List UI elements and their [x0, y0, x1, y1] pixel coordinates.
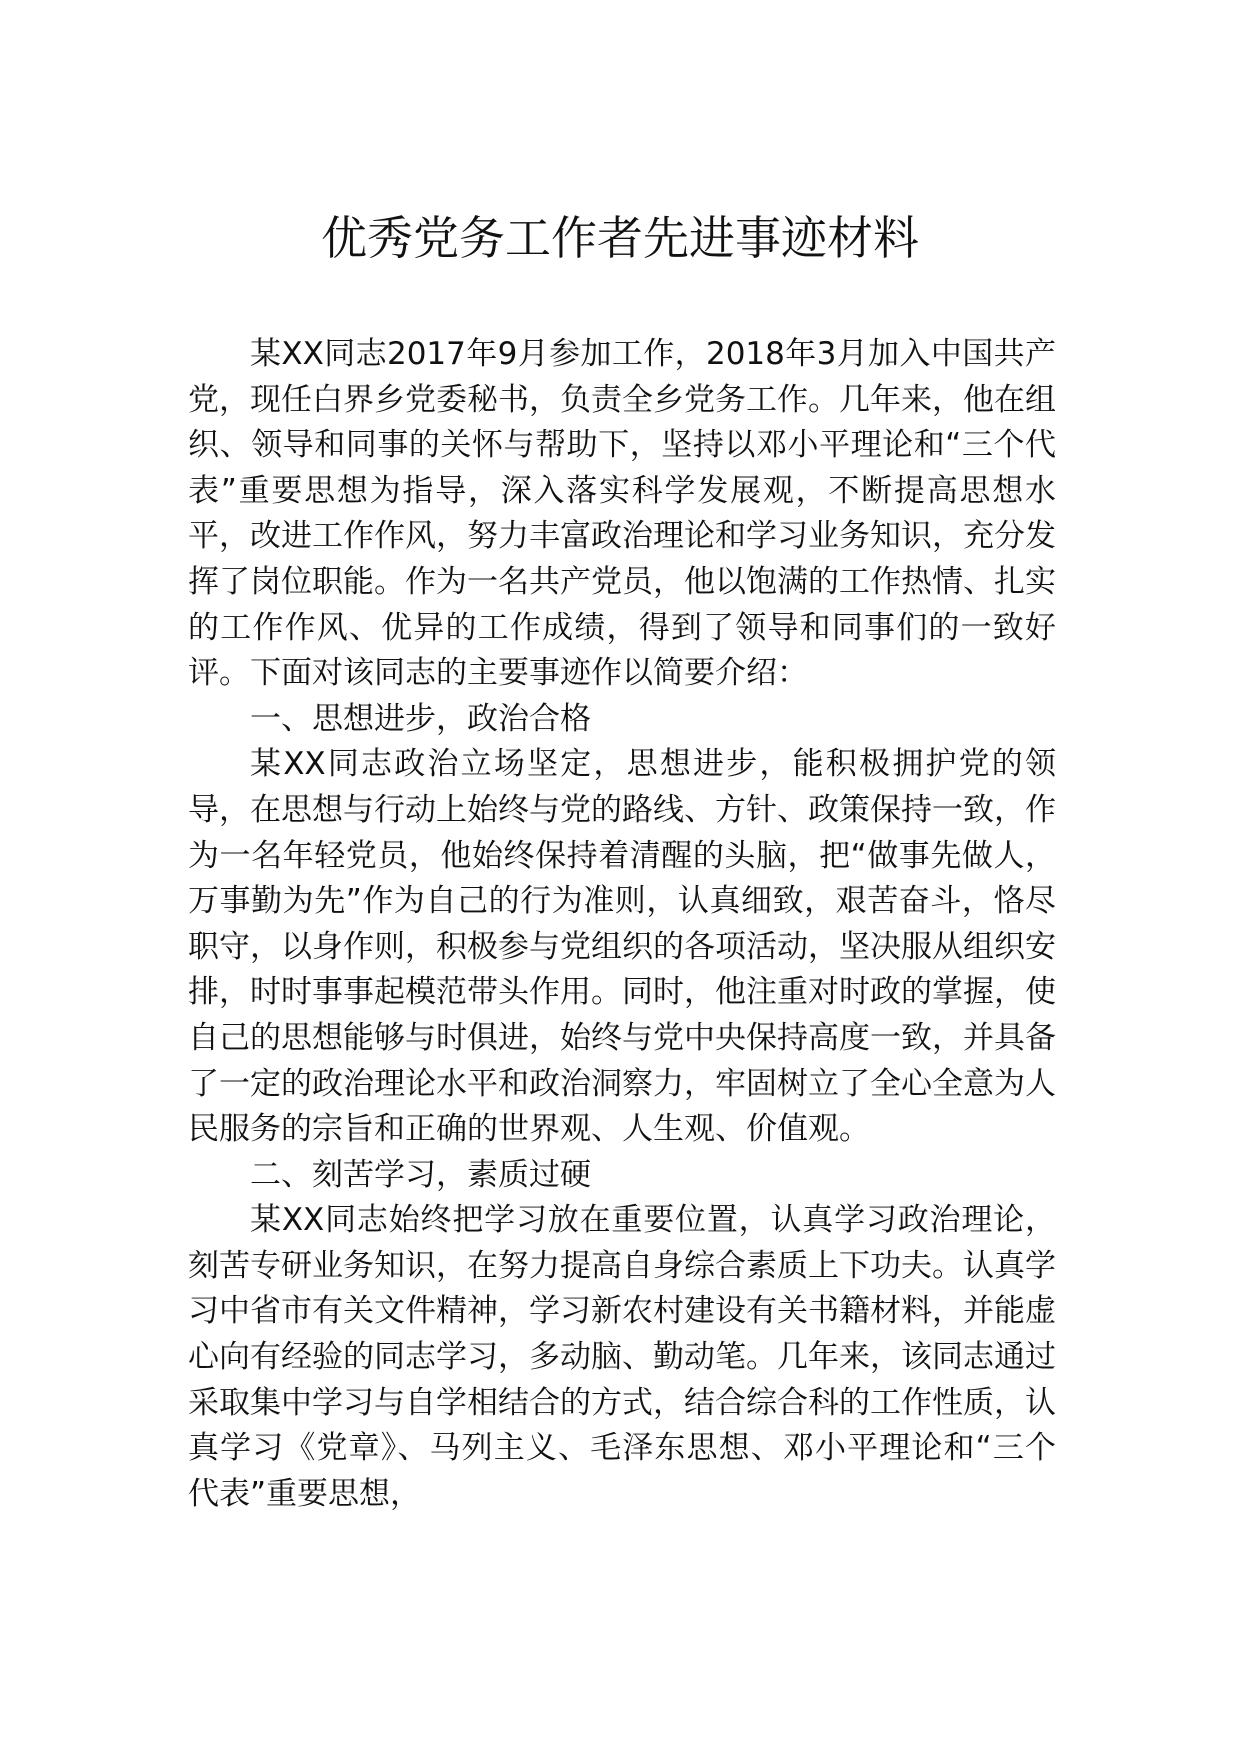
paragraph-section-2: 某XX同志始终把学习放在重要位置，认真学习政治理论，刻苦专研业务知识，在努力提高自身综合素质上下功夫。认真学习中省市有关文件精神，学习新农村建设有关书籍材料，并能虚心向有经验的同志学习，多动脑、勤动笔。几年来，该同志通过采取集中学习与自学相结合的方式，结合综合科的工作性质，认真学习《党章》、马列主义、毛泽东思想、邓小平理论和“三个代表”重要思想，	[188, 1202, 1056, 1512]
section-heading-1: 一、思想进步，政治合格	[250, 700, 591, 737]
section-heading-2: 二、刻苦学习，素质过硬	[250, 1156, 591, 1193]
document-body	[188, 332, 1056, 1517]
document-title: 优秀党务工作者先进事迹材料	[321, 211, 919, 265]
paragraph-section-1: 某XX同志政治立场坚定，思想进步，能积极拥护党的领导，在思想与行动上始终与党的路线、方针、政策保持一致，作为一名年轻党员，他始终保持着清醒的头脑，把“做事先做人，万事勤为先”作为自己的行为准则，认真细致，艰苦奋斗，恪尽职守，以身作则，积极参与党组织的各项活动，坚决服从组织安排，时时事事起模范带头作用。同时，他注重对时政的掌握，使自己的思想能够与时俱进，始终与党中央保持高度一致，并具备了一定的政治理论水平和政治洞察力，牢固树立了全心全意为人民服务的宗旨和正确的世界观、人生观、价值观。	[188, 746, 1056, 1148]
paragraph-intro: 某XX同志2017年9月参加工作，2018年3月加入中国共产党，现任白界乡党委秘书，负责全乡党务工作。几年来，他在组织、领导和同事的关怀与帮助下，坚持以邓小平理论和“三个代表”重要思想为指导，深入落实科学发展观，不断提高思想水平，改进工作作风，努力丰富政治理论和学习业务知识，充分发挥了岗位职能。作为一名共产党员，他以饱满的工作热情、扎实的工作作风、优异的工作成绩，得到了领导和同事们的一致好评。下面对该同志的主要事迹作以简要介绍：	[188, 336, 1056, 692]
